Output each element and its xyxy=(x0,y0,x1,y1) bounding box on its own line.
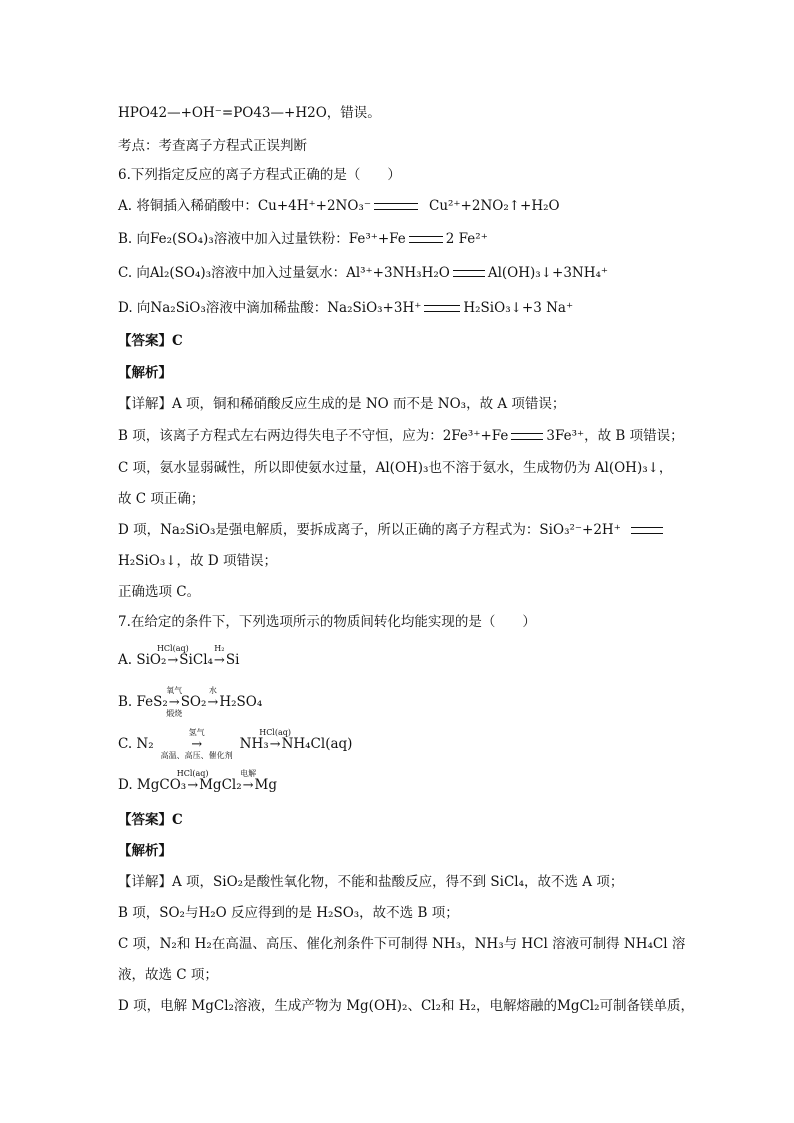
option-6a: A. 将铜插入稀硝酸中：Cu+4H⁺+2NO₃⁻ Cu²⁺+2NO₂↑+H₂O xyxy=(118,198,560,214)
option-7a: A. SiO₂ HCl(aq) →SiCl₄ H₂ →Si xyxy=(118,650,239,671)
answer-label: 【答案】C xyxy=(118,812,183,828)
text-line: 【详解】A 项，铜和稀硝酸反应生成的是 NO 而不是 NO₃，故 A 项错误； xyxy=(118,396,566,412)
reaction-arrow: HCl(aq) → xyxy=(259,728,292,752)
answer-label: 【答案】C xyxy=(118,333,183,349)
option-7c: C. N₂ 氢气 → 高温、高压、催化剂 NH₃ HCl(aq) →NH₄Cl(aq) xyxy=(118,728,353,760)
text-line: B 项，该离子方程式左右两边得失电子不守恒，应为：2Fe³⁺+Fe 3Fe³⁺，故 B 项错误； xyxy=(118,428,684,444)
reaction-arrow: 氧气 → 煅烧 xyxy=(166,686,183,718)
text-line: 正确选项 C。 xyxy=(118,584,201,600)
equals-sign xyxy=(424,305,460,312)
option-6c: C. 向Al₂(SO₄)₃溶液中加入过量氨水：Al³⁺+3NH₃H₂O Al(OH)₃↓+3NH₄⁺ xyxy=(118,265,609,281)
reaction-arrow: HCl(aq) → xyxy=(176,769,209,793)
text-line: HPO42—+OH⁻=PO43—+H2O，错误。 xyxy=(118,105,381,121)
text-line: C 项，氨水显弱碱性，所以即使氨水过量，Al(OH)₃也不溶于氨水，生成物仍为 Al(OH)₃↓， xyxy=(118,460,673,476)
text-line: D 项，Na₂SiO₃是强电解质，要拆成离子，所以正确的离子方程式为：SiO₃²⁻+2H⁺ xyxy=(118,520,666,540)
text-line: D 项，电解 MgCl₂溶液，生成产物为 Mg(OH)₂、Cl₂和 H₂，电解熔融的MgCl₂可制备镁单质， xyxy=(118,998,695,1014)
text-line: H₂SiO₃↓，故 D 项错误； xyxy=(118,553,277,569)
option-6b: B. 向Fe₂(SO₄)₃溶液中加入过量铁粉：Fe³⁺+Fe 2 Fe²⁺ xyxy=(118,231,488,247)
reaction-arrow: HCl(aq) → xyxy=(156,644,189,668)
equals-sign xyxy=(511,433,543,440)
text-line: 故 C 项正确； xyxy=(118,491,205,507)
analysis-label: 【解析】 xyxy=(118,365,172,381)
equals-sign xyxy=(409,236,443,243)
option-7b: B. FeS₂ 氧气 → 煅烧 SO₂ 水 →H₂SO₄ xyxy=(118,686,263,718)
text-line: B 项，SO₂与H₂O 反应得到的是 H₂SO₃，故不选 B 项； xyxy=(118,905,459,921)
reaction-arrow: 电解 → xyxy=(240,769,257,793)
reaction-arrow: H₂ → xyxy=(213,644,225,668)
reaction-arrow: 水 → xyxy=(207,686,219,710)
text-line: 液，故选 C 项； xyxy=(118,967,218,983)
analysis-label: 【解析】 xyxy=(118,843,172,859)
equals-sign xyxy=(453,270,485,277)
equals-sign xyxy=(374,203,418,210)
option-7d: D. MgCO₃ HCl(aq) →MgCl₂ 电解 →Mg xyxy=(118,775,277,796)
option-6d: D. 向Na₂SiO₃溶液中滴加稀盐酸：Na₂SiO₃+3H⁺ H₂SiO₃↓+3 Na⁺ xyxy=(118,300,574,316)
equals-sign xyxy=(631,527,663,534)
text-line: C 项，N₂和 H₂在高温、高压、催化剂条件下可制得 NH₃，NH₃与 HCl 溶液可制得 NH₄Cl 溶 xyxy=(118,936,686,952)
question-6: 6.下列指定反应的离子方程式正确的是（ ） xyxy=(118,167,401,183)
question-7: 7.在给定的条件下，下列选项所示的物质间转化均能实现的是（ ） xyxy=(118,614,536,630)
text-line: 【详解】A 项，SiO₂是酸性氧化物，不能和盐酸反应，得不到 SiCl₄，故不选 A 项； xyxy=(118,874,624,890)
text-line: 考点：考查离子方程式正误判断 xyxy=(118,138,307,154)
reaction-arrow: 氢气 → 高温、高压、催化剂 xyxy=(160,728,233,760)
